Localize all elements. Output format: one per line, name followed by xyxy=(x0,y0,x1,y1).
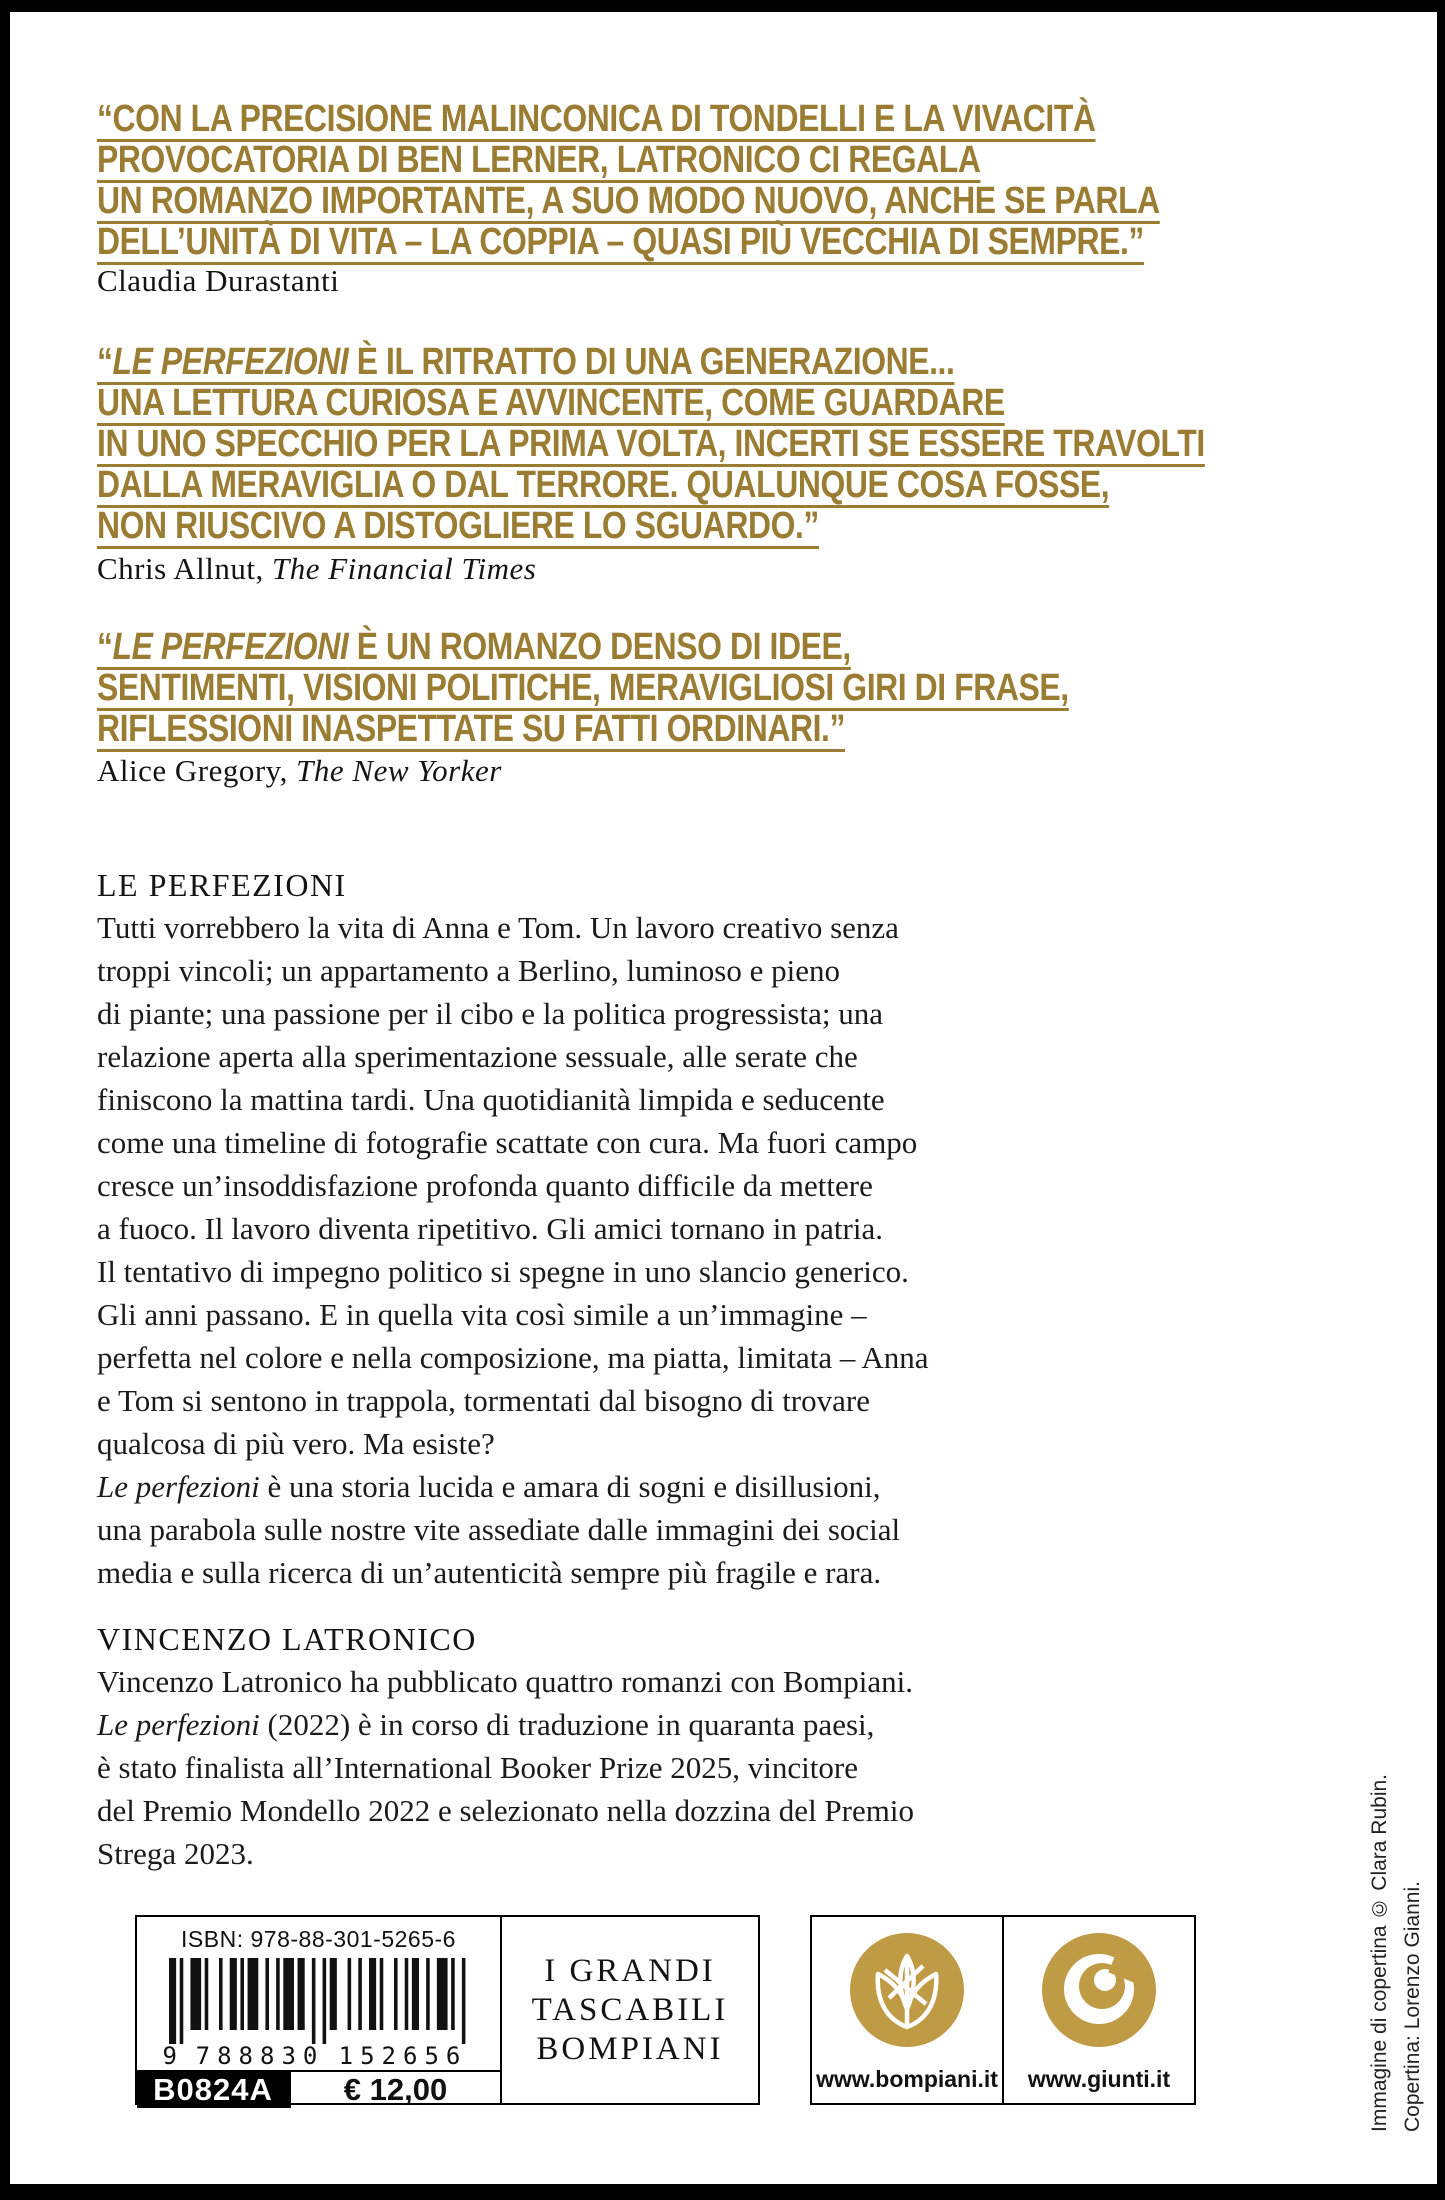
barcode-area xyxy=(137,1917,500,2070)
giunti-swirl-icon xyxy=(1039,1930,1159,2050)
product-code: B0824A xyxy=(137,2072,289,2108)
isbn-label: ISBN: 978-88-301-5265-6 xyxy=(181,1926,456,1952)
imprint-line-3: BOMPIANI xyxy=(536,2030,724,2067)
quote-2 xyxy=(97,342,1416,547)
bompiani-url: www.bompiani.it xyxy=(816,2066,998,2092)
cover-credits: Immagine di copertina © Clara Rubin. Copertina: Lorenzo Gianni. xyxy=(1368,1774,1424,2132)
bompiani-logo-box xyxy=(810,1915,1004,2105)
author-heading: VINCENZO LATRONICO xyxy=(97,1621,477,1657)
barcode-digit-group2: 152656 xyxy=(338,2042,468,2070)
synopsis-text: Tutti vorrebbero la vita di Anna e Tom. Un lavoro creativo senza troppi vincoli; un appartamento a Berlino, luminoso e pieno di piante; una passione per il cibo e la politica progressista; una relazione aperta alla sperimentazione sessuale, alle serate che finiscono la mattina tardi. Una quotidianità limpida e seducente come una timeline di fotografie scattate con cura. Ma fuori campo cresce un’insoddisfazione profonda quanto difficile da mettere a fuoco. Il lavoro diventa ripetitivo. Gli amici tornano in patria. Il tentativo di impegno politico si spegne in uno slancio generico. Gli anni passano. E in quella vita così simile a un’immagine – perfetta nel colore e nella composizione, ma piatta, limitata – Anna e Tom si sentono in trappola, tormentati dal bisogno di trovare qualcosa di più vero. Ma esiste? Le perfezioni è una storia lucida e amara di sogni e disillusioni, una parabola sulle nostre vite assediate dalle immagini dei social media e sulla ricerca di un’autenticità sempre più fragile e rara. xyxy=(97,910,929,1590)
quote-1-attribution: Claudia Durastanti xyxy=(97,263,340,298)
giunti-url: www.giunti.it xyxy=(1027,2066,1171,2092)
synopsis-heading: LE PERFEZIONI xyxy=(97,867,347,903)
imprint-box xyxy=(500,1915,760,2105)
imprint-line-1: I GRANDI xyxy=(544,1952,716,1989)
quote-3-attribution: Alice Gregory, The New Yorker xyxy=(97,753,502,788)
quote-2-attribution: Chris Allnut, The Financial Times xyxy=(97,551,537,586)
quote-3 xyxy=(97,627,1254,750)
barcode-digit-group1: 788830 xyxy=(195,2042,325,2070)
giunti-logo-box xyxy=(1002,1915,1196,2105)
quote-2-text: “LE PERFEZIONI È IL RITRATTO DI UNA GENERAZIONE... UNA LETTURA CURIOSA E AVVINCENTE, COME GUARDARE IN UNO SPECCHIO PER LA PRIMA VOLTA, INCERTI SE ESSERE TRAVOLTI DALLA MERAVIGLIA O DAL TERRORE. QUALUNQUE COSA FOSSE, NON RIUSCIVO A DISTOGLIERE LO SGUARDO.” xyxy=(97,341,1205,547)
bompiani-flower-icon xyxy=(847,1930,967,2050)
price: € 12,00 xyxy=(289,2072,500,2108)
ean13-barcode xyxy=(163,1958,475,2044)
price-row xyxy=(137,2070,500,2108)
barcode-digits xyxy=(163,2042,475,2070)
quote-1 xyxy=(97,99,1362,263)
quote-1-text: “CON LA PRECISIONE MALINCONICA DI TONDELLI E LA VIVACITÀ PROVOCATORIA DI BEN LERNER, LATRONICO CI REGALA UN ROMANZO IMPORTANTE, A SUO MODO NUOVO, ANCHE SE PARLA DELL’UNITÀ DI VITA – LA COPPIA – QUASI PIÙ VECCHIA DI SEMPRE.” xyxy=(97,98,1160,263)
author-bio-text: Vincenzo Latronico ha pubblicato quattro romanzi con Bompiani. Le perfezioni (2022) è in corso di traduzione in quaranta paesi, è stato finalista all’International Booker Prize 2025, vincitore del Premio Mondello 2022 e selezionato nella dozzina del Premio Strega 2023. xyxy=(97,1664,914,1871)
isbn-barcode-box xyxy=(135,1915,502,2105)
imprint-line-2: TASCABILI xyxy=(531,1991,729,2028)
quote-3-text: “LE PERFEZIONI È UN ROMANZO DENSO DI IDEE, SENTIMENTI, VISIONI POLITICHE, MERAVIGLIOSI GIRI DI FRASE, RIFLESSIONI INASPETTATE SU FATTI ORDINARI.” xyxy=(97,626,1069,750)
barcode-digit-first: 9 xyxy=(162,2042,177,2070)
